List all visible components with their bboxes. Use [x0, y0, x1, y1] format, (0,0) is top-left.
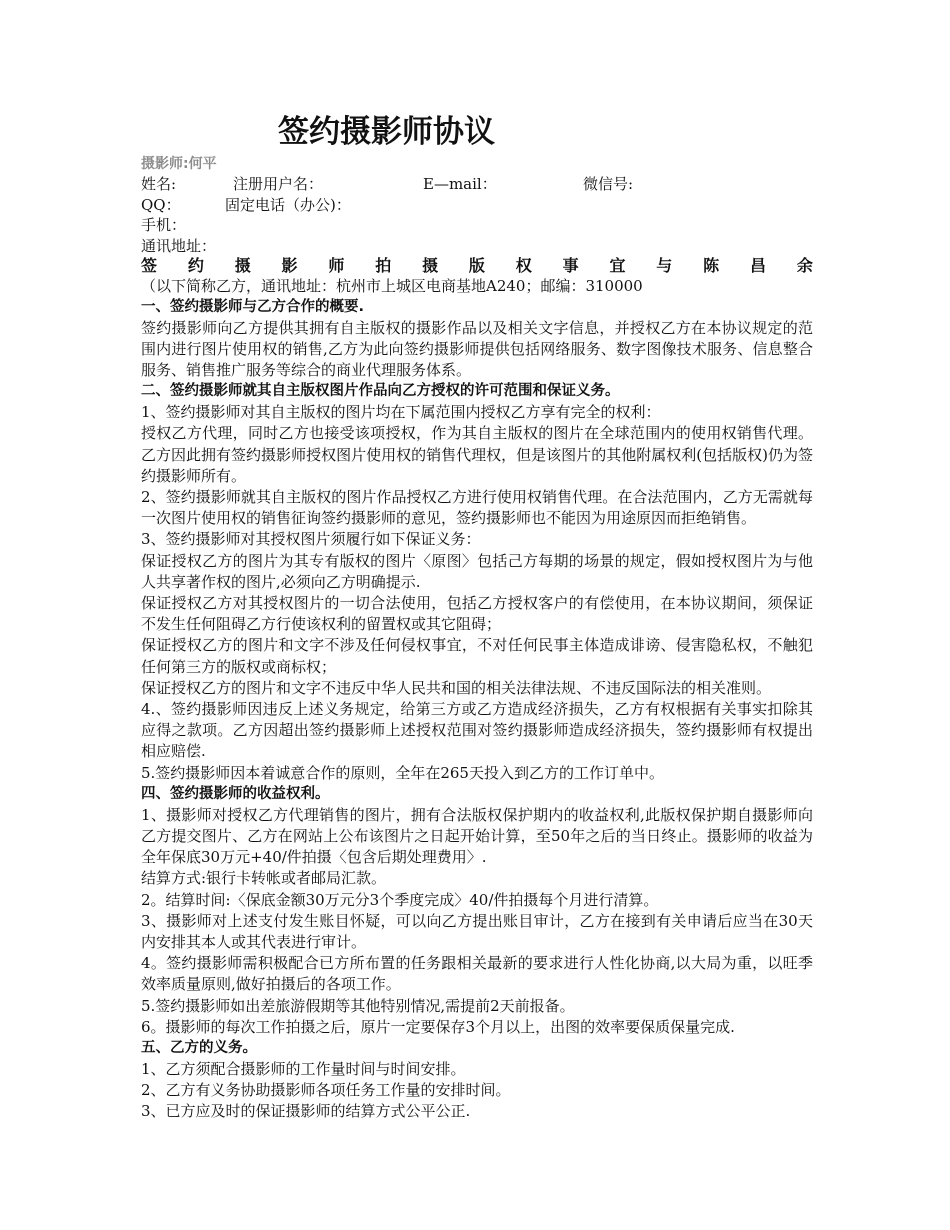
- party-line-char: 摄: [234, 256, 251, 275]
- party-b-note: （以下简称乙方，通讯地址：杭州市上城区电商基地A240；邮编：310000: [141, 277, 643, 295]
- paragraph: 保证授权乙方的图片为其专有版权的图片〈原图〉包括己方每期的场景的规定，假如授权图片为与他人共享著作权的图片,必须向乙方明确提示.: [141, 551, 813, 591]
- photographer-name: 摄影师:何平: [141, 156, 217, 172]
- party-line-char: 版: [468, 256, 485, 275]
- paragraph: 2。结算时间:〈保底金额30万元分3个季度完成〉40/件拍摄每个月进行清算。: [141, 890, 659, 909]
- section-heading: 一、签约摄影师与乙方合作的概要.: [141, 298, 365, 315]
- party-line-char: 余: [796, 256, 813, 275]
- address-label: 通讯地址：: [141, 236, 217, 255]
- paragraph: 保证授权乙方的图片和文字不涉及任何侵权事宜，不对任何民事主体造成诽谤、侵害隐私权，不触犯任何第三方的版权或商标权；: [141, 636, 813, 676]
- party-line-char: 昌: [749, 256, 766, 275]
- paragraph: 1、乙方须配合摄影师的工作量时间与时间安排。: [141, 1060, 466, 1078]
- document-page: [141, 110, 813, 1123]
- party-line-char: 权: [515, 256, 532, 275]
- party-line-char: 师: [328, 256, 345, 275]
- party-line-char: 签: [141, 256, 158, 275]
- party-line-char: 拍: [375, 256, 392, 275]
- username-label: 注册用户名：: [233, 175, 324, 193]
- paragraph: 4。签约摄影师需积极配合已方所布置的任务跟相关最新的要求进行人性化协商,以大局为重，以旺季效率质量原则,做好拍摄后的各项工作。: [141, 954, 813, 994]
- paragraph: 2、签约摄影师就其自主版权的图片作品授权乙方进行使用权销售代理。在合法范围内，乙方无需就每一次图片使用权的销售征询签约摄影师的意见，签约摄影师也不能因为用途原因而拒绝销售。: [141, 487, 813, 528]
- section-heading: 四、签约摄影师的收益权利。: [141, 785, 330, 802]
- name-label: 姓名:: [141, 175, 177, 193]
- party-line: [141, 256, 813, 276]
- paragraph: 授权乙方代理，同时乙方也接受该项授权，作为其自主版权的图片在全球范围内的使用权销售代理。乙方因此拥有签约摄影师授权图片使用权的销售代理权，但是该图片的其他附属权利(包括版权)仍为签约摄影师所有。: [141, 424, 813, 485]
- document-body: [141, 297, 813, 1123]
- info-row-1: [141, 174, 813, 195]
- paragraph: 3、摄影师对上述支付发生账目怀疑，可以向乙方提出账目审计，乙方在接到有关申请后应当在30天内安排其本人或其代表进行审计。: [141, 911, 813, 951]
- document-title: 签约摄影师协议: [278, 114, 495, 150]
- info-row-2: [141, 195, 813, 216]
- qq-label: QQ：: [141, 195, 181, 214]
- paragraph: 结算方式:银行卡转帐或者邮局汇款。: [141, 869, 387, 888]
- paragraph: 签约摄影师向乙方提供其拥有自主版权的摄影作品以及相关文字信息，并授权乙方在本协议规定的范围内进行图片使用权的销售,乙方为此向签约摄影师提供包括网络服务、数字图像技术服务、信息整合服务、销售推广服务等综合的商业代理服务体系。: [141, 318, 813, 379]
- party-line-char: 陈: [703, 256, 720, 275]
- paragraph: 保证授权乙方对其授权图片的一切合法使用，包括乙方授权客户的有偿使用，在本协议期间，须保证不发生任何阻碍乙方行使该权利的留置权或其它阻碍；: [141, 593, 813, 634]
- party-line-char: 宜: [609, 256, 626, 275]
- paragraph: 1、签约摄影师对其自主版权的图片均在下属范围内授权乙方享有完全的权利：: [141, 403, 661, 422]
- paragraph: 2、乙方有义务协助摄影师各项任务工作量的安排时间。: [141, 1081, 511, 1100]
- section-heading: 五、乙方的义务。: [141, 1040, 257, 1056]
- party-line-char: 事: [562, 256, 579, 275]
- paragraph: 3、已方应及时的保证摄影师的结算方式公平公正.: [141, 1102, 471, 1121]
- party-line-char: 与: [656, 256, 673, 275]
- paragraph: 保证授权乙方的图片和文字不违反中华人民共和国的相关法律法规、不违反国际法的相关准则。: [141, 678, 772, 697]
- mobile-label: 手机：: [141, 216, 187, 234]
- email-label: E—mail：: [423, 175, 497, 193]
- paragraph: 6。摄影师的每次工作拍摄之后，原片一定要保存3个月以上，出图的效率要保质保量完成.: [141, 1017, 735, 1036]
- paragraph: 5.签约摄影师如出差旅游假期等其他特别情况,需提前2天前报备。: [141, 996, 575, 1015]
- party-line-char: 约: [187, 256, 204, 275]
- paragraph: 5.签约摄影师因本着诚意合作的原则，全年在265天投入到乙方的工作订单中。: [141, 763, 664, 782]
- paragraph: 1、摄影师对授权乙方代理销售的图片，拥有合法版权保护期内的收益权利,此版权保护期自摄影师向乙方提交图片、乙方在网站上公布该图片之日起开始计算，至50年之后的当日终止。摄影师的收益为全年保底30万元+40/件拍摄〈包含后期处理费用〉.: [141, 805, 813, 867]
- wechat-label: 微信号:: [583, 175, 634, 193]
- office-phone-label: 固定电话（办公)：: [225, 195, 351, 214]
- paragraph: 4.、签约摄影师因违反上述义务规定，给第三方或乙方造成经济损失，乙方有权根据有关事实扣除其应得之款项。乙方因超出签约摄影师上述授权范围对签约摄影师造成经济损失，签约摄影师有权提出相应赔偿.: [141, 699, 813, 761]
- paragraph: 3、签约摄影师对其授权图片须履行如下保证义务：: [141, 530, 481, 549]
- party-line-char: 摄: [422, 256, 439, 275]
- party-line-char: 影: [281, 256, 298, 275]
- section-heading: 二、签约摄影师就其自主版权图片作品向乙方授权的许可范围和保证义务。: [141, 383, 620, 400]
